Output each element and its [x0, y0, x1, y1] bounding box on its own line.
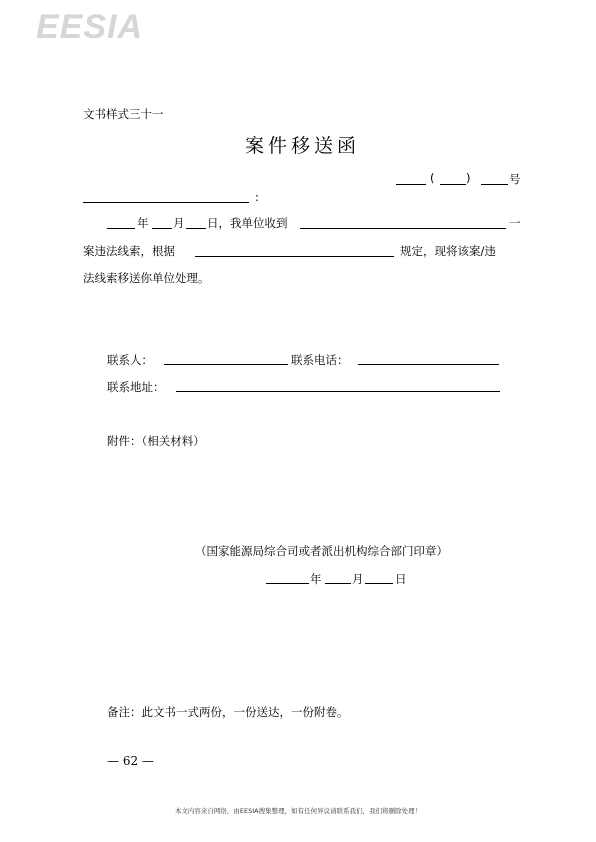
body-line3: 法线索移送你单位处理。 [83, 271, 210, 285]
body-month-blank[interactable] [152, 228, 172, 229]
body-line2-a: 案违法线索，根据 [83, 244, 175, 258]
doc-close-paren: ) [466, 171, 471, 185]
doc-agency-blank[interactable] [396, 184, 426, 185]
seal-year-label: 年 [310, 572, 322, 586]
form-number: 文书样式三十一 [83, 107, 164, 121]
contact-phone-label: 联系电话： [291, 353, 349, 367]
remark: 备注：此文书一式两份，一份送达，一份附卷。 [107, 705, 349, 719]
contact-address-label: 联系地址： [107, 380, 165, 394]
body-year-label: 年 [137, 216, 149, 230]
doc-hao: 号 [509, 172, 521, 186]
seal-month-label: 月 [352, 572, 364, 586]
contact-person-blank[interactable] [164, 364, 288, 365]
body-day-blank[interactable] [186, 228, 206, 229]
seal-day-blank[interactable] [365, 583, 393, 584]
eesia-logo: EESIA [36, 8, 144, 46]
contact-phone-blank[interactable] [358, 364, 499, 365]
body-year-blank[interactable] [107, 228, 135, 229]
doc-year-blank[interactable] [440, 184, 466, 185]
body-line2-b: 规定，现将该案/违 [400, 244, 496, 258]
seal-month-blank[interactable] [325, 583, 351, 584]
contact-person-label: 联系人： [107, 353, 153, 367]
recipient-colon: : [255, 190, 259, 204]
body-month-label: 月 [173, 216, 185, 230]
document-title: 案件移送函 [245, 135, 361, 157]
seal-year-blank[interactable] [266, 583, 309, 584]
source-blank[interactable] [300, 228, 506, 229]
body-day-text: 日，我单位收到 [207, 216, 288, 230]
page-number: — 62 — [107, 754, 154, 768]
law-basis-blank[interactable] [195, 256, 394, 257]
recipient-blank[interactable] [83, 202, 249, 203]
seal-day-label: 日 [395, 572, 407, 586]
seal-text: （国家能源局综合司或者派出机构综合部门印章） [195, 544, 448, 558]
doc-serial-blank[interactable] [481, 184, 508, 185]
doc-open-paren: ( [430, 171, 435, 185]
attachment-label: 附件：（相关材料） [107, 434, 205, 448]
body-dash: 一 [509, 216, 521, 230]
footer-disclaimer: 本文内容来自网络，由EESIA搜集整理，如有任何异议请联系我们，我们将删除处理！ [174, 807, 422, 815]
contact-address-blank[interactable] [176, 391, 500, 392]
